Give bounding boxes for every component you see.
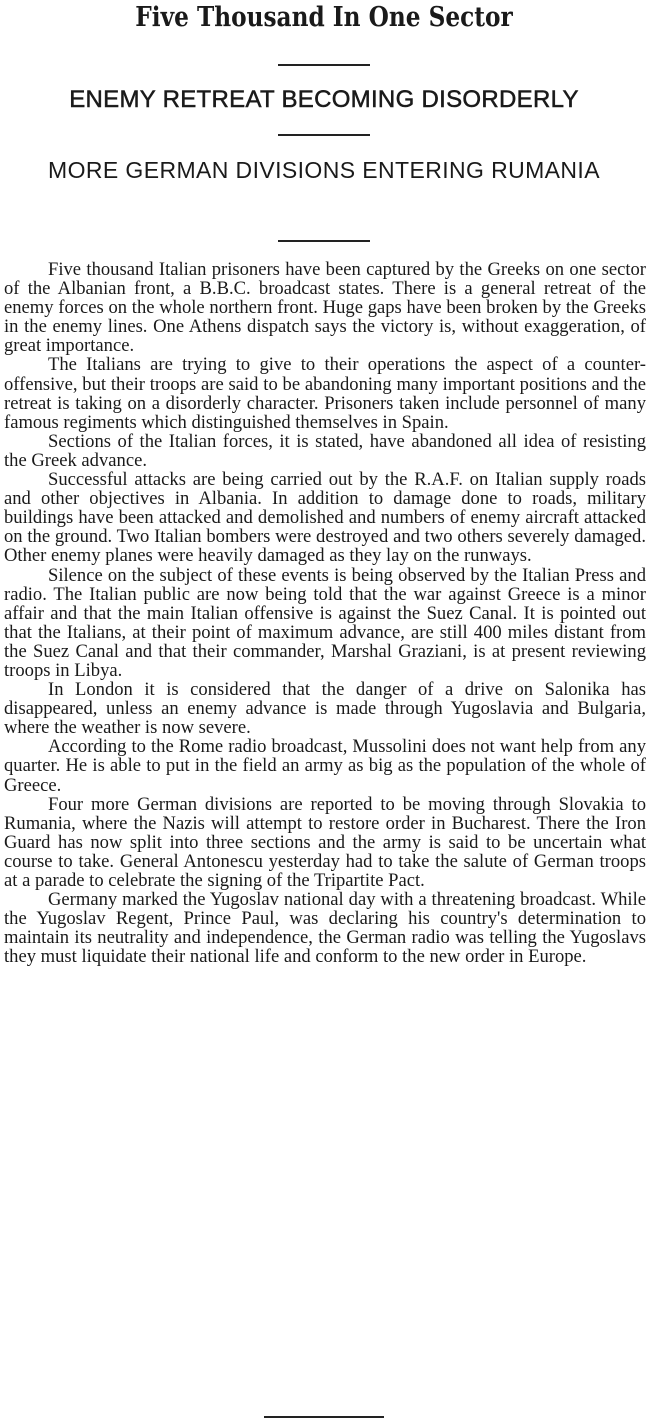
article-top-divider xyxy=(278,240,370,242)
article-paragraph: Five thousand Italian prisoners have been captured by the Greeks on one sector of the Albanian front, a B.B.C. broadcast states. There is a general retreat of the enemy forces on the whole northern front. Huge gaps have been broken by the Greeks in the enemy lines. One Athens dispatch says the victory is, without exaggeration, of great importance. xyxy=(4,259,646,357)
article-end-divider xyxy=(264,1416,384,1418)
article-body xyxy=(4,260,646,966)
article-paragraph: Silence on the subject of these events is being observed by the Italian Press and radio. The Italian public are now being told that the war against Greece is a minor affair and that the main Italian offensive is against the Suez Canal. It is pointed out that the Italians, at their point of maximum advance, are still 400 miles distant from the Suez Canal and that their commander, Marshal Graziani, is at present reviewing troops in Libya. xyxy=(4,564,646,681)
article-paragraph: The Italians are trying to give to their operations the aspect of a counter-offensive, but their troops are said to be abandoning many important positions and the retreat is taking on a disorderly character. Prisoners taken include personnel of many famous regiments which distinguished themselves in Spain. xyxy=(4,354,646,433)
article-paragraph: Sections of the Italian forces, it is stated, have abandoned all idea of resisting the Greek advance. xyxy=(4,430,646,471)
article-paragraph: Germany marked the Yugoslav national day with a threatening broadcast. While the Yugoslav Regent, Prince Paul, was declaring his country's determination to maintain its neutrality and independence, the German radio was telling the Yugoslavs they must liquidate their national life and conform to the new order in Europe. xyxy=(4,889,646,968)
subheadline-rumania: MORE GERMAN DIVISIONS ENTERING RUMANIA xyxy=(48,157,600,183)
article-paragraph: According to the Rome radio broadcast, Mussolini does not want help from any quarter. He is able to put in the field an army as big as the population of the whole of Greece. xyxy=(4,736,646,796)
article-paragraph: In London it is considered that the danger of a drive on Salonika has disappeared, unless an enemy advance is made through Yugoslavia and Bulgaria, where the weather is now severe. xyxy=(4,679,646,739)
headline-divider xyxy=(278,64,370,66)
subheadline-retreat: ENEMY RETREAT BECOMING DISORDERLY xyxy=(69,86,579,113)
article-paragraph: Four more German divisions are reported to be moving through Slovakia to Rumania, where the Nazis will attempt to restore order in Bucharest. There the Iron Guard has now split into three sections and the army is said to be uncertain what course to take. General Antonescu yesterday had to take the salute of German troops at a parade to celebrate the signing of the Tripartite Pact. xyxy=(4,793,646,891)
article-paragraph: Successful attacks are being carried out by the R.A.F. on Italian supply roads and other objectives in Albania. In addition to damage done to roads, military buildings have been attacked and demolished and numbers of enemy aircraft attacked on the ground. Two Italian bombers were destroyed and two others severely damaged. Other enemy planes were heavily damaged as they lay on the runways. xyxy=(4,469,646,567)
subheadline-divider xyxy=(278,134,370,136)
headline: Five Thousand In One Sector xyxy=(135,2,513,33)
